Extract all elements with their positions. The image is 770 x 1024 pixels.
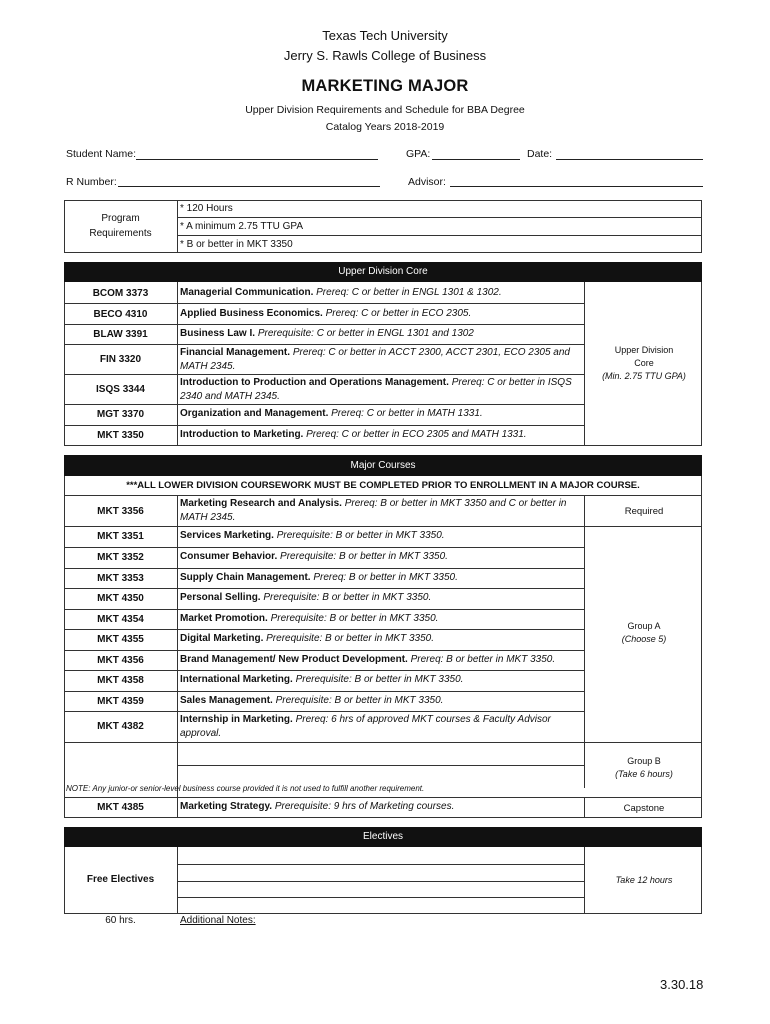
required-label: Required	[624, 506, 664, 517]
course-prereq: Prereq: B or better in MKT 3350.	[410, 654, 556, 665]
course-name: Business Law I.	[180, 328, 256, 339]
course-name: Services Marketing.	[180, 530, 274, 541]
course-desc	[180, 550, 584, 564]
core-heading: Upper Division Core	[64, 262, 702, 282]
divider	[177, 217, 702, 218]
course-name: Internship in Marketing.	[180, 714, 293, 725]
divider	[64, 344, 585, 345]
program-label-line1: Program	[101, 213, 140, 224]
course-prereq: Prereq: C or better in MATH 1331.	[331, 408, 483, 419]
course-code: MKT 4358	[97, 675, 144, 686]
divider	[64, 526, 702, 527]
divider	[64, 650, 585, 651]
course-code: MKT 3351	[97, 531, 144, 542]
course-desc	[180, 800, 584, 814]
course-name: Supply Chain Management.	[180, 572, 311, 583]
gpa-field[interactable]	[432, 159, 520, 160]
course-prereq: Prerequisite: B or better in MKT 3350.	[276, 530, 445, 541]
course-desc	[180, 632, 584, 646]
course-code: ISQS 3344	[96, 384, 145, 395]
course-name: Marketing Strategy.	[180, 801, 273, 812]
course-name: Introduction to Production and Operations Management.	[180, 377, 449, 388]
gpa-label: GPA:	[406, 148, 431, 160]
course-desc	[180, 673, 584, 687]
course-name: Market Promotion.	[180, 613, 268, 624]
divider	[584, 495, 585, 788]
course-prereq: Prerequisite: B or better in MKT 3350.	[275, 695, 444, 706]
divider	[64, 588, 585, 589]
course-prereq: Prerequisite: B or better in MKT 3350.	[295, 674, 464, 685]
divider	[64, 404, 585, 405]
divider	[584, 282, 585, 446]
divider	[64, 609, 585, 610]
course-desc	[180, 428, 584, 442]
core-side-line1: Upper Division	[614, 345, 674, 355]
course-desc	[180, 376, 584, 404]
divider	[64, 547, 585, 548]
course-name: Digital Marketing.	[180, 633, 264, 644]
divider	[177, 897, 585, 898]
divider	[177, 235, 702, 236]
divider	[64, 495, 702, 496]
group-a-label	[586, 620, 702, 646]
date-label: Date:	[527, 148, 553, 160]
course-desc	[180, 327, 584, 341]
course-desc	[180, 346, 584, 374]
program-item: * B or better in MKT 3350	[180, 239, 293, 250]
student-name-field[interactable]	[136, 159, 378, 160]
course-prereq: Prereq: B or better in MKT 3350 and C or better in MATH 2345.	[180, 498, 567, 523]
core-side-line2: Core	[634, 358, 654, 368]
page-title: MARKETING MAJOR	[301, 77, 469, 95]
course-prereq: Prerequisite: B or better in MKT 3350.	[270, 613, 439, 624]
divider	[64, 691, 585, 692]
course-prereq: Prereq: B or better in MKT 3350.	[313, 572, 458, 583]
course-name: Introduction to Marketing.	[180, 429, 304, 440]
course-code: MKT 4356	[97, 655, 144, 666]
student-name-label: Student Name:	[66, 148, 137, 160]
course-code: MKT 3352	[97, 552, 144, 563]
course-desc	[180, 307, 584, 321]
course-code: MKT 4355	[97, 634, 144, 645]
course-desc	[180, 571, 584, 585]
divider	[64, 568, 585, 569]
version-number: 3.30.18	[660, 977, 704, 992]
course-code: MKT 4385	[97, 802, 144, 813]
course-name: Sales Management.	[180, 695, 273, 706]
group-b-label	[586, 755, 702, 781]
course-name: Applied Business Economics.	[180, 308, 323, 319]
catalog-years: Catalog Years 2018-2019	[325, 121, 445, 133]
divider	[177, 200, 178, 253]
divider	[64, 797, 702, 798]
date-field[interactable]	[556, 159, 703, 160]
hours-total: 60 hrs.	[105, 915, 136, 926]
course-desc	[180, 612, 584, 626]
course-prereq: Prerequisite: B or better in MKT 3350.	[280, 551, 448, 562]
divider	[64, 629, 585, 630]
group-b-line2: (Take 6 hours)	[615, 769, 673, 779]
course-prereq: Prerequisite: 9 hrs of Marketing courses.	[274, 801, 455, 812]
divider	[64, 324, 585, 325]
course-code: MKT 4382	[97, 721, 144, 732]
divider	[64, 303, 585, 304]
course-code: MKT 4359	[97, 696, 144, 707]
program-item: * A minimum 2.75 TTU GPA	[180, 221, 304, 232]
course-code: MKT 4350	[97, 593, 144, 604]
divider	[177, 864, 585, 865]
additional-notes-label: Additional Notes:	[180, 915, 256, 926]
course-prereq: Prereq: 6 hrs of approved MKT courses & Faculty Advisor approval.	[180, 714, 551, 739]
course-desc	[180, 286, 584, 300]
group-a-line1: Group A	[627, 621, 661, 631]
course-code: MKT 3353	[97, 573, 144, 584]
course-prereq: Prereq: C or better in ACCT 2300, ACCT 2301, ECO 2305 and MATH 2345.	[180, 347, 570, 372]
course-code: BLAW 3391	[93, 329, 148, 340]
course-prereq: Prerequisite: B or better in MKT 3350.	[266, 633, 434, 644]
divider	[177, 881, 585, 882]
divider	[64, 742, 702, 743]
course-prereq: Prerequisite: C or better in ENGL 1301 and 1302	[257, 328, 474, 339]
group-b-note: NOTE: Any junior-or senior-level business course provided it is not used to fulfill another requirement.	[66, 784, 425, 793]
major-heading: Major Courses	[64, 455, 702, 476]
course-desc	[180, 497, 584, 525]
course-name: Financial Management.	[180, 347, 291, 358]
course-desc	[180, 713, 584, 741]
course-desc	[180, 407, 584, 421]
course-name: Brand Management/ New Product Development.	[180, 654, 408, 665]
program-label-line2: Requirements	[89, 228, 152, 239]
course-name: Personal Selling.	[180, 592, 261, 603]
course-name: Organization and Management.	[180, 408, 329, 419]
core-side-line3: (Min. 2.75 TTU GPA)	[602, 371, 686, 381]
course-prereq: Prereq: C or better in ISQS 2340 and MATH 2345.	[180, 377, 572, 402]
course-prereq: Prereq: C or better in ECO 2305 and MATH 1331.	[306, 429, 527, 440]
course-code: BECO 4310	[93, 309, 148, 320]
course-name: Marketing Research and Analysis.	[180, 498, 342, 509]
course-name: Consumer Behavior.	[180, 551, 278, 562]
program-item: * 120 Hours	[180, 203, 233, 214]
r-number-field[interactable]	[118, 186, 380, 187]
course-code: BCOM 3373	[92, 288, 149, 299]
capstone-label: Capstone	[623, 803, 665, 814]
college-name: Jerry S. Rawls College of Business	[283, 48, 487, 63]
divider	[584, 797, 585, 818]
advisor-label: Advisor:	[408, 176, 446, 188]
university-name: Texas Tech University	[322, 28, 448, 43]
divider	[177, 765, 585, 766]
divider	[64, 374, 585, 375]
core-side-label	[586, 344, 702, 383]
course-desc	[180, 694, 584, 708]
course-prereq: Prereq: C or better in ECO 2305.	[325, 308, 472, 319]
course-desc	[180, 591, 584, 605]
course-desc	[180, 653, 584, 667]
course-code: MKT 4354	[97, 614, 144, 625]
course-prereq: Prereq: C or better in ENGL 1301 & 1302.	[316, 287, 502, 298]
course-code: MKT 3356	[97, 506, 144, 517]
free-electives-label: Free Electives	[86, 874, 155, 885]
divider	[64, 711, 585, 712]
course-code: FIN 3320	[99, 354, 142, 365]
divider	[64, 670, 585, 671]
course-code: MKT 3350	[97, 430, 144, 441]
divider	[177, 282, 178, 446]
electives-heading: Electives	[64, 827, 702, 847]
r-number-label: R Number:	[66, 176, 117, 188]
divider	[177, 495, 178, 818]
program-label	[64, 211, 177, 241]
subtitle: Upper Division Requirements and Schedule for BBA Degree	[245, 104, 525, 116]
divider	[64, 425, 585, 426]
course-desc	[180, 529, 584, 543]
course-name: International Marketing.	[180, 674, 293, 685]
advisor-field[interactable]	[450, 186, 703, 187]
group-a-line2: (Choose 5)	[621, 634, 667, 644]
take-hours-label: Take 12 hours	[615, 875, 673, 885]
course-prereq: Prerequisite: B or better in MKT 3350.	[263, 592, 432, 603]
course-code: MGT 3370	[96, 409, 145, 420]
group-b-line1: Group B	[627, 756, 661, 766]
major-warning: ***ALL LOWER DIVISION COURSEWORK MUST BE COMPLETED PRIOR TO ENROLLMENT IN A MAJOR COURSE.	[126, 480, 640, 491]
course-name: Managerial Communication.	[180, 287, 314, 298]
